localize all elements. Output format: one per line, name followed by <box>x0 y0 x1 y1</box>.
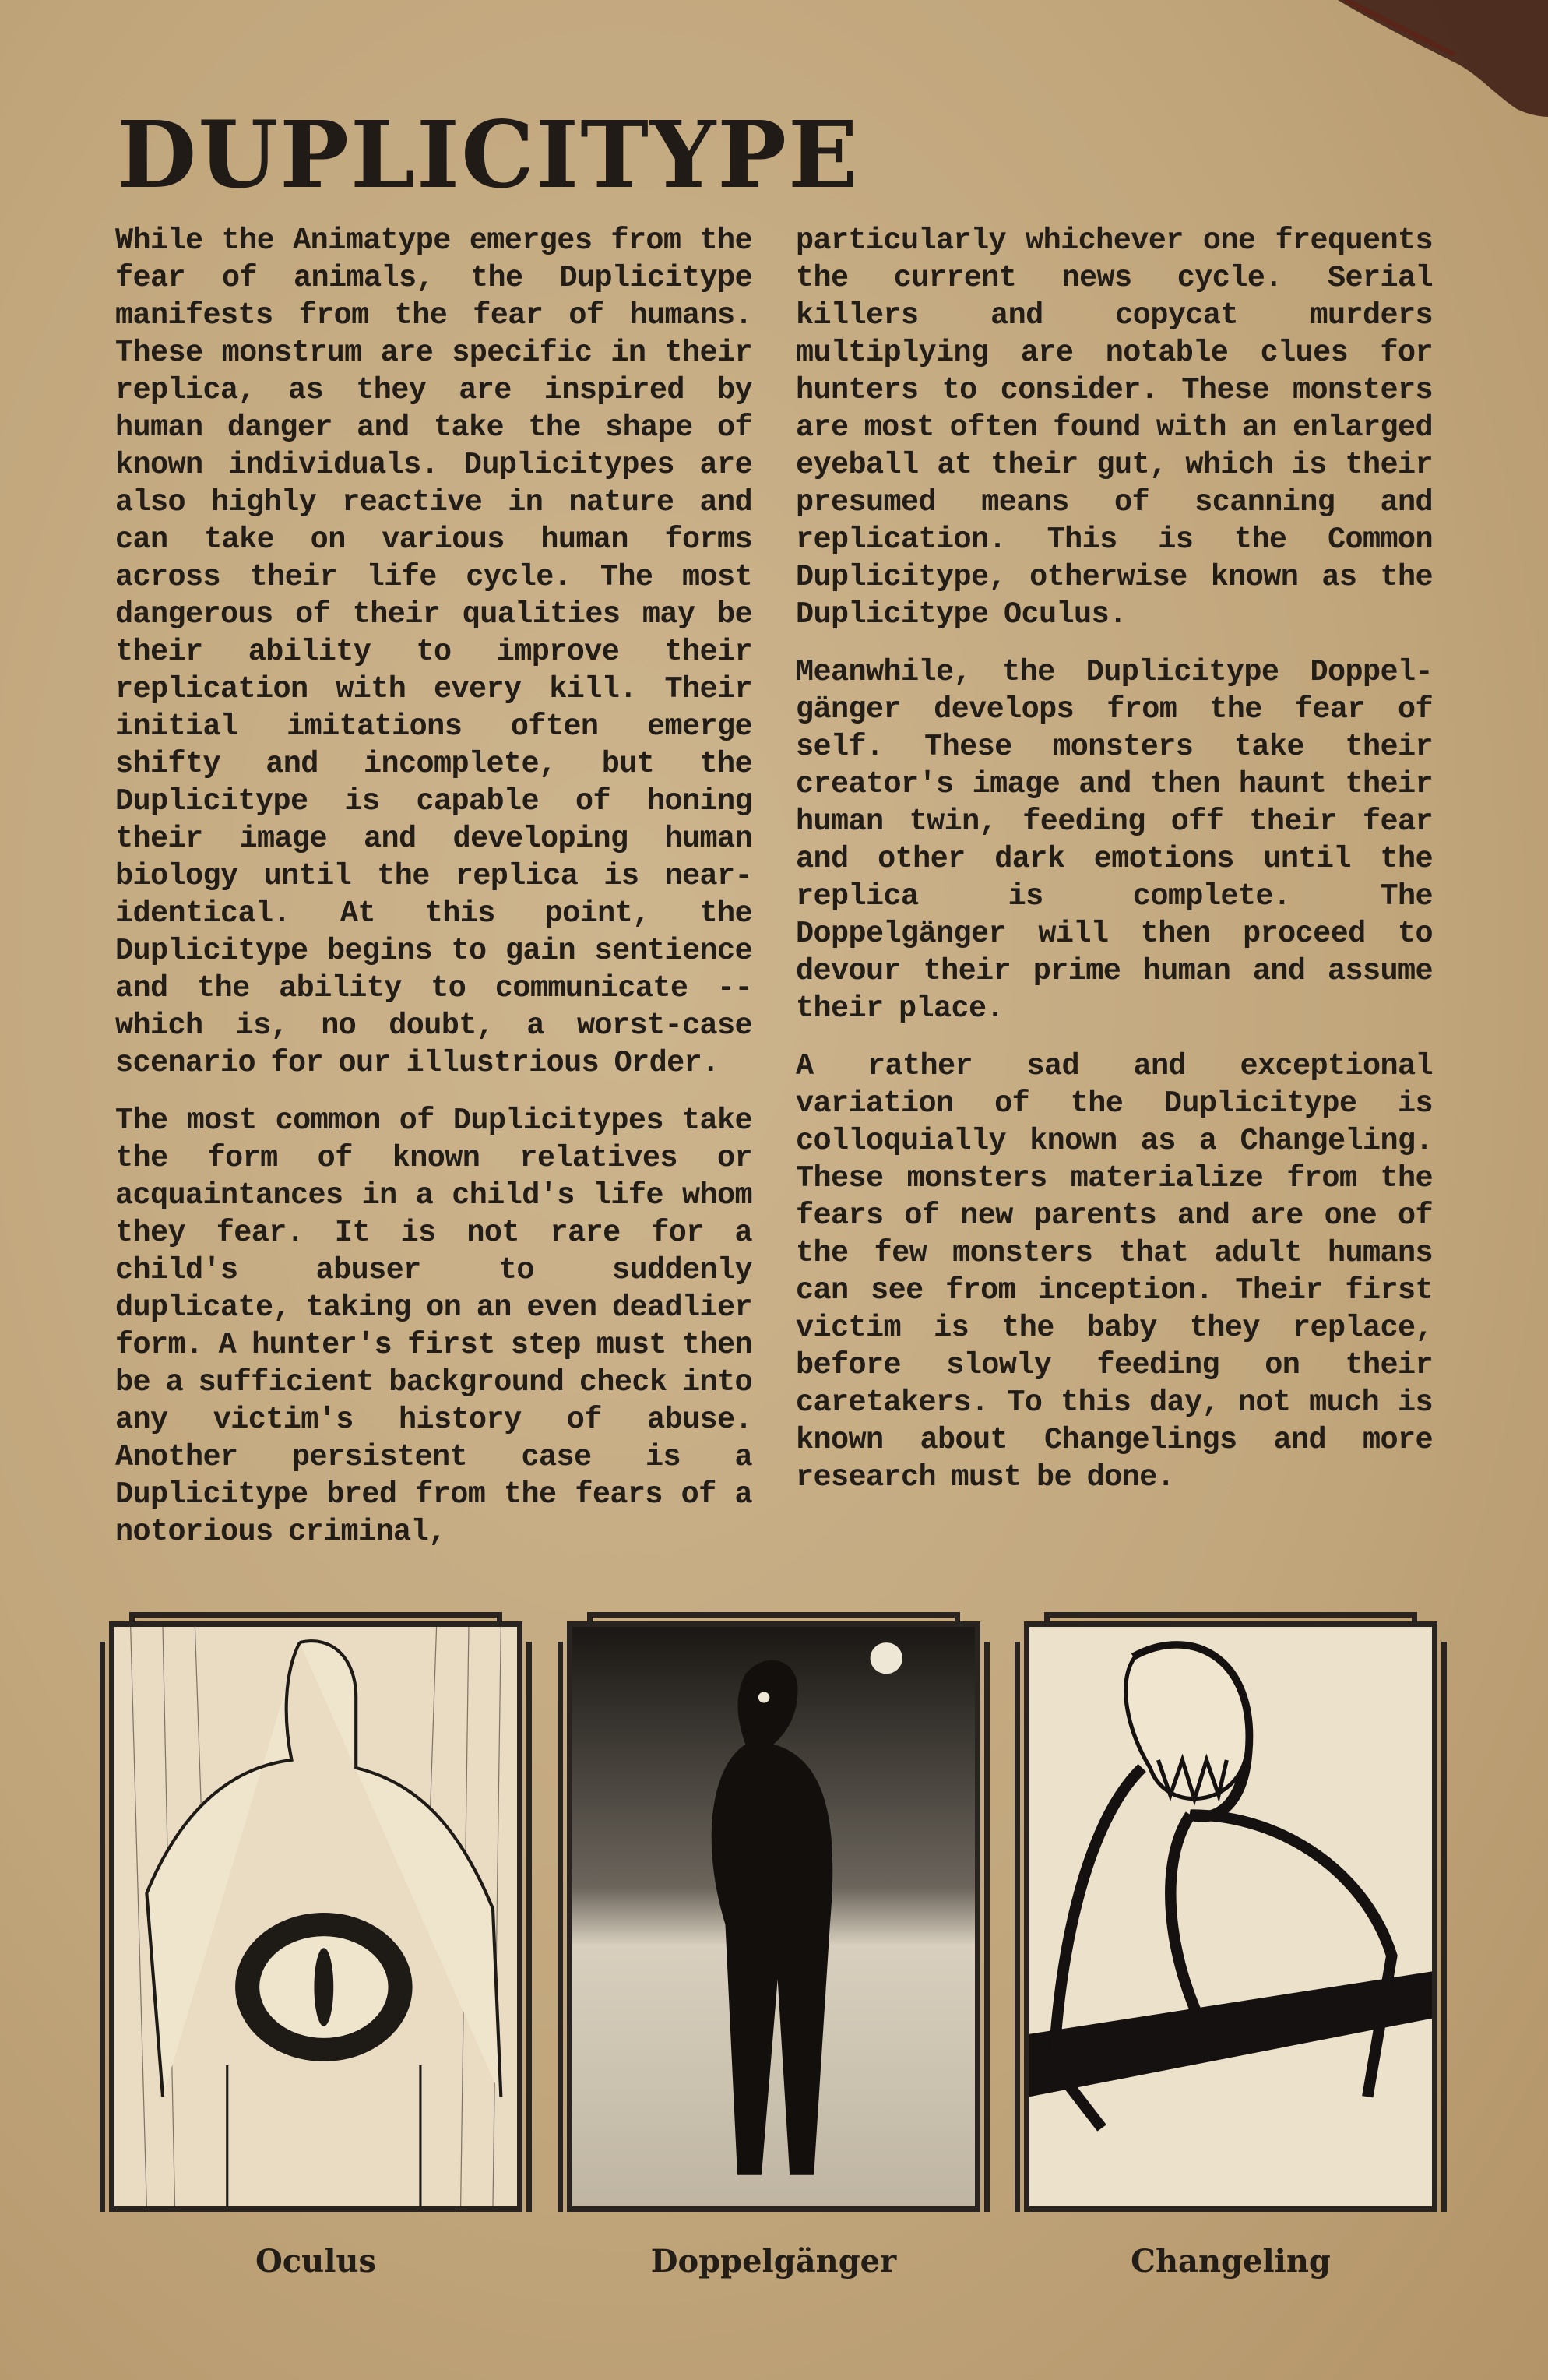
blood-stain <box>1221 0 1548 140</box>
left-column <box>115 222 752 1571</box>
paragraph: particularly whichever one frequents the current news cycle. Serial killers and copycat murders multiplying are notable clues for hunters to consider. These monsters are most often found with an enlarged eyeball at their gut, which is their presumed means of scanning and replication. This is the Common Duplicitype, otherwise known as the Duplicitype Oculus. <box>796 224 1433 632</box>
illustration-oculus <box>100 1612 532 2212</box>
changeling-sketch <box>1029 1627 1432 2206</box>
caption-oculus: Oculus <box>255 2243 377 2280</box>
right-column <box>796 222 1433 1516</box>
paragraph: The most common of Duplicitypes take the form of known relatives or acquaintances in a child's life whom they fear. It is not rare for a child's abuser to suddenly duplicate, taking on an even deadlier form. A hunter's first step must then be a sufficient background check into any victim's history of abuse. Another persistent case is a Duplicitype bred from the fears of a notorious criminal, <box>115 1104 752 1549</box>
caption-changeling: Changeling <box>1131 2243 1331 2280</box>
oculus-sketch <box>114 1627 517 2206</box>
paragraph: Meanwhile, the Duplicitype Doppel-gänger develops from the fear of self. These monsters take their creator's image and then haunt their human twin, feeding off their fear and other dark emotions until the replica is complete. The Doppelgänger will then proceed to devour their prime human and assume their place. <box>796 655 1433 1026</box>
doppelganger-sketch <box>572 1627 975 2206</box>
caption-doppelganger: Doppelgänger <box>650 2243 897 2280</box>
page-title: DUPLICITYPE <box>117 100 860 209</box>
paragraph: While the Animatype emerges from the fear of animals, the Duplicitype manifests from the fear of humans. These monstrum are specific in their replica, as they are inspired by human danger and take the shape of known individuals. Duplicitypes are also highly reactive in nature and can take on various human forms across their life cycle. The most dangerous of their qualities may be their ability to improve their replication with every kill. Their initial imitations often emerge shifty and incomplete, but the Duplicitype is capable of honing their image and developing human biology until the replica is near-identical. At this point, the Duplicitype begins to gain sentience and the ability to communicate -- which is, no doubt, a worst-case scenario for our illustrious Order. <box>115 224 752 1080</box>
illustration-doppelganger <box>558 1612 990 2212</box>
paragraph: A rather sad and exceptional variation of the Duplicitype is colloquially known as a Changeling. These monsters materialize from the fears of new parents and are one of the few monsters that adult humans can see from inception. Their first victim is the baby they replace, before slowly feeding on their caretakers. To this day, not much is known about Changelings and more research must be done. <box>796 1049 1433 1495</box>
illustration-changeling <box>1015 1612 1447 2212</box>
